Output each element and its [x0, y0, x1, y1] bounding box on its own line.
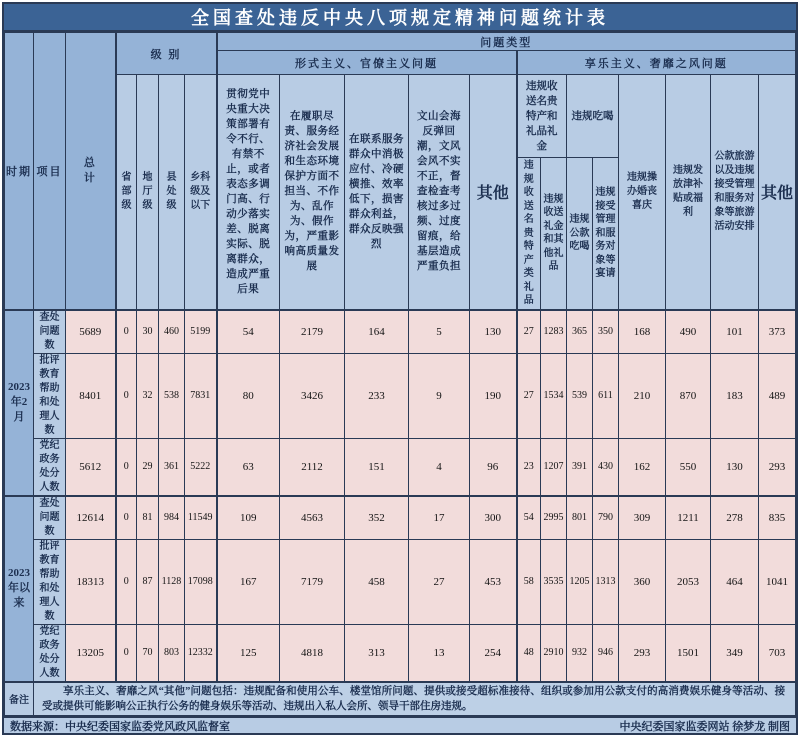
value-cell: 349 — [711, 624, 759, 682]
value-cell: 5222 — [185, 438, 217, 496]
value-cell: 63 — [217, 438, 280, 496]
value-cell: 464 — [711, 539, 759, 624]
col-header-gift-money: 违规收送礼金和其他礼品 — [541, 158, 567, 310]
project-cell: 查处问题数 — [34, 496, 66, 540]
col-header-formalism-4: 文山会海反弹回潮，文风会风不实不正，督查检查考核过多过频、过度留痕，给基层造成严重负担 — [409, 75, 470, 310]
value-cell: 11549 — [185, 496, 217, 540]
value-cell: 0 — [116, 310, 137, 354]
value-cell: 790 — [593, 496, 619, 540]
value-cell: 278 — [711, 496, 759, 540]
value-cell: 391 — [567, 438, 593, 496]
value-cell: 167 — [217, 539, 280, 624]
value-cell: 29 — [137, 438, 159, 496]
col-header-provincial-level: 省部级 — [116, 75, 137, 310]
value-cell: 293 — [619, 624, 666, 682]
project-cell: 党纪政务处分人数 — [34, 438, 66, 496]
value-cell: 946 — [593, 624, 619, 682]
col-header-county-level: 县处级 — [159, 75, 185, 310]
value-cell: 550 — [666, 438, 711, 496]
col-header-banquet-invitations: 违规接受管理和服务对象等宴请 — [593, 158, 619, 310]
value-cell: 1128 — [159, 539, 185, 624]
col-group-gifts: 违规收送名贵特产和礼品礼金 — [517, 75, 567, 158]
value-cell: 932 — [567, 624, 593, 682]
value-cell: 984 — [159, 496, 185, 540]
value-cell: 5 — [409, 310, 470, 354]
value-cell: 300 — [470, 496, 517, 540]
page — [2, 2, 798, 735]
value-cell: 2179 — [280, 310, 345, 354]
value-cell: 1207 — [541, 438, 567, 496]
page-title: 全国查处违反中央八项规定精神问题统计表 — [191, 8, 609, 28]
value-cell: 1313 — [593, 539, 619, 624]
value-cell: 12614 — [66, 496, 116, 540]
value-cell: 54 — [217, 310, 280, 354]
value-cell: 190 — [470, 353, 517, 438]
value-cell: 460 — [159, 310, 185, 354]
value-cell: 4 — [409, 438, 470, 496]
col-group-formalism: 形式主义、官僚主义问题 — [217, 51, 517, 75]
col-header-prefecture-level: 地厅级 — [137, 75, 159, 310]
value-cell: 2995 — [541, 496, 567, 540]
value-cell: 58 — [517, 539, 541, 624]
value-cell: 130 — [711, 438, 759, 496]
value-cell: 1501 — [666, 624, 711, 682]
col-header-weddings-funerals: 违规操办婚丧喜庆 — [619, 75, 666, 310]
value-cell: 703 — [759, 624, 796, 682]
value-cell: 458 — [345, 539, 409, 624]
col-header-formalism-2: 在履职尽责、服务经济社会发展和生态环境保护方面不担当、不作为、乱作为、假作为，严重影响高质量发展 — [280, 75, 345, 310]
value-cell: 352 — [345, 496, 409, 540]
project-cell: 查处问题数 — [34, 310, 66, 354]
value-cell: 365 — [567, 310, 593, 354]
col-header-public-funds-dining: 违规公款吃喝 — [567, 158, 593, 310]
value-cell: 309 — [619, 496, 666, 540]
value-cell: 80 — [217, 353, 280, 438]
value-cell: 9 — [409, 353, 470, 438]
value-cell: 101 — [711, 310, 759, 354]
value-cell: 183 — [711, 353, 759, 438]
value-cell: 835 — [759, 496, 796, 540]
col-group-level: 级 别 — [116, 33, 217, 75]
value-cell: 803 — [159, 624, 185, 682]
value-cell: 7179 — [280, 539, 345, 624]
remark-text: 享乐主义、奢靡之风“其他”问题包括：违规配备和使用公车、楼堂馆所问题、提供或接受超标准接待、组织或参加用公款支付的高消费娱乐健身等活动、接受或提供可能影响公正执行公务的健身娱乐等活动、违规出入私人会所、领导干部住房违规。 — [34, 682, 796, 716]
value-cell: 0 — [116, 496, 137, 540]
value-cell: 539 — [567, 353, 593, 438]
value-cell: 13205 — [66, 624, 116, 682]
col-header-township-level: 乡科级及以下 — [185, 75, 217, 310]
value-cell: 17098 — [185, 539, 217, 624]
footer-bar — [4, 716, 796, 733]
value-cell: 27 — [517, 353, 541, 438]
remark-row — [5, 682, 796, 716]
value-cell: 70 — [137, 624, 159, 682]
value-cell: 2112 — [280, 438, 345, 496]
value-cell: 350 — [593, 310, 619, 354]
value-cell: 8401 — [66, 353, 116, 438]
value-cell: 611 — [593, 353, 619, 438]
value-cell: 801 — [567, 496, 593, 540]
value-cell: 0 — [116, 353, 137, 438]
value-cell: 538 — [159, 353, 185, 438]
value-cell: 2910 — [541, 624, 567, 682]
value-cell: 17 — [409, 496, 470, 540]
col-header-total: 总计 — [66, 33, 116, 310]
value-cell: 18313 — [66, 539, 116, 624]
value-cell: 130 — [470, 310, 517, 354]
title-bar — [4, 4, 796, 32]
value-cell: 1534 — [541, 353, 567, 438]
col-group-dining: 违规吃喝 — [567, 75, 619, 158]
remark-label: 备注 — [5, 682, 34, 716]
value-cell: 13 — [409, 624, 470, 682]
credit-text: 中央纪委国家监委网站 徐梦龙 制图 — [619, 720, 790, 733]
value-cell: 293 — [759, 438, 796, 496]
period-cell: 2023年2月 — [5, 310, 34, 496]
col-group-problem-type: 问题类型 — [217, 33, 796, 51]
value-cell: 5612 — [66, 438, 116, 496]
project-cell: 党纪政务处分人数 — [34, 624, 66, 682]
value-cell: 373 — [759, 310, 796, 354]
value-cell: 1211 — [666, 496, 711, 540]
value-cell: 32 — [137, 353, 159, 438]
value-cell: 109 — [217, 496, 280, 540]
value-cell: 162 — [619, 438, 666, 496]
value-cell: 360 — [619, 539, 666, 624]
value-cell: 168 — [619, 310, 666, 354]
value-cell: 1283 — [541, 310, 567, 354]
col-header-gift-specialty: 违规收送名贵特产类礼品 — [517, 158, 541, 310]
value-cell: 233 — [345, 353, 409, 438]
value-cell: 23 — [517, 438, 541, 496]
project-cell: 批评教育帮助和处理人数 — [34, 539, 66, 624]
data-source-text: 数据来源：中央纪委国家监委党风政风监督室 — [10, 720, 230, 733]
value-cell: 3535 — [541, 539, 567, 624]
col-header-formalism-1: 贯彻党中央重大决策部署有令不行、有禁不止，或者表态多调门高、行动少落实差、脱离实际、脱离群众，造成严重后果 — [217, 75, 280, 310]
value-cell: 210 — [619, 353, 666, 438]
value-cell: 4818 — [280, 624, 345, 682]
value-cell: 1041 — [759, 539, 796, 624]
col-header-project: 项目 — [34, 33, 66, 310]
col-header-formalism-other: 其他 — [470, 75, 517, 310]
value-cell: 489 — [759, 353, 796, 438]
value-cell: 2053 — [666, 539, 711, 624]
value-cell: 254 — [470, 624, 517, 682]
value-cell: 5689 — [66, 310, 116, 354]
period-cell: 2023年以来 — [5, 496, 34, 682]
value-cell: 0 — [116, 438, 137, 496]
value-cell: 0 — [116, 539, 137, 624]
statistics-table — [4, 32, 796, 716]
value-cell: 87 — [137, 539, 159, 624]
value-cell: 96 — [470, 438, 517, 496]
value-cell: 81 — [137, 496, 159, 540]
value-cell: 125 — [217, 624, 280, 682]
value-cell: 164 — [345, 310, 409, 354]
col-header-public-travel: 公款旅游以及违规接受管理和服务对象等旅游活动安排 — [711, 75, 759, 310]
value-cell: 870 — [666, 353, 711, 438]
statistics-table-frame — [2, 2, 798, 735]
value-cell: 0 — [116, 624, 137, 682]
value-cell: 27 — [517, 310, 541, 354]
value-cell: 54 — [517, 496, 541, 540]
value-cell: 490 — [666, 310, 711, 354]
value-cell: 30 — [137, 310, 159, 354]
value-cell: 430 — [593, 438, 619, 496]
value-cell: 7831 — [185, 353, 217, 438]
value-cell: 3426 — [280, 353, 345, 438]
value-cell: 4563 — [280, 496, 345, 540]
value-cell: 5199 — [185, 310, 217, 354]
value-cell: 361 — [159, 438, 185, 496]
col-group-hedonism: 享乐主义、奢靡之风问题 — [517, 51, 796, 75]
value-cell: 151 — [345, 438, 409, 496]
value-cell: 453 — [470, 539, 517, 624]
col-header-period: 时期 — [5, 33, 34, 310]
col-header-formalism-3: 在联系服务群众中消极应付、冷硬横推、效率低下，损害群众利益，群众反映强烈 — [345, 75, 409, 310]
col-header-allowances: 违规发放津补贴或福利 — [666, 75, 711, 310]
value-cell: 313 — [345, 624, 409, 682]
value-cell: 48 — [517, 624, 541, 682]
project-cell: 批评教育帮助和处理人数 — [34, 353, 66, 438]
value-cell: 27 — [409, 539, 470, 624]
value-cell: 1205 — [567, 539, 593, 624]
value-cell: 12332 — [185, 624, 217, 682]
col-header-hedonism-other: 其他 — [759, 75, 796, 310]
